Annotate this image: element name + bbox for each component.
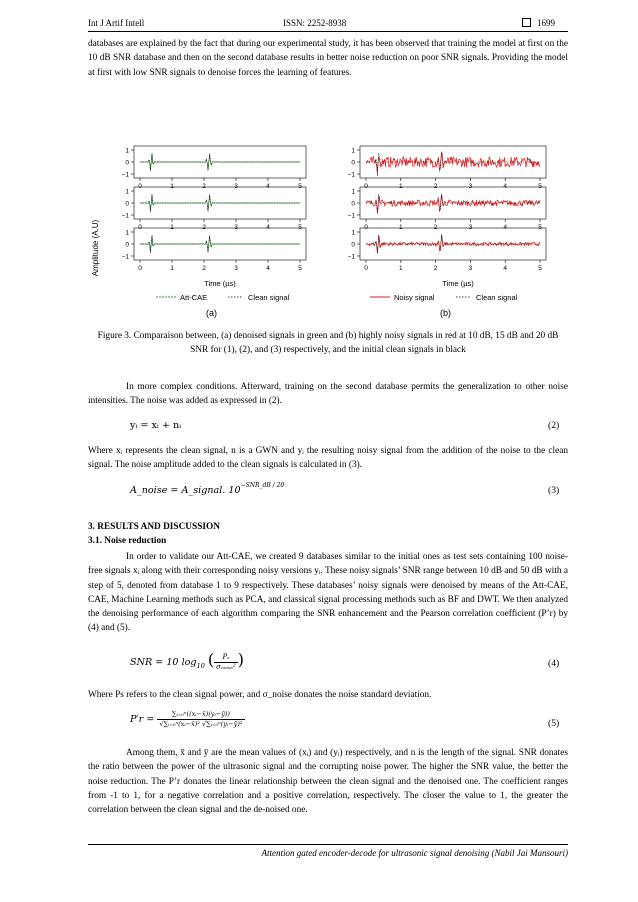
figure-panel-a [88,138,320,338]
figure-caption: Figure 3. Comparaison between, (a) denoised signals in green and (b) highly noisy signals in red at 10 dB, 15 dB and 20 dB SNR for (1), (2), and (3) respectively, and the initial clean signals in black [97,331,559,355]
panel-a-xlabel: Time (µs) [204,279,236,288]
x-tick-label: 1 [398,224,403,231]
y-tick-label: −1 [347,253,355,261]
equation-2-number: (2) [548,420,560,431]
footer-text: Attention gated encoder-decode for ultrasonic signal denoising (Nabil Jai Mansouri) [261,848,568,858]
x-tick-label: 2 [433,224,438,231]
y-tick-label: 0 [351,200,355,208]
x-tick-label: 4 [266,265,270,272]
legend-att-cae: Att-CAE [180,293,208,302]
x-tick-label: 3 [468,224,473,231]
y-tick-label: 0 [125,241,129,249]
x-tick-label: 3 [234,265,238,272]
x-tick-label: 0 [364,265,368,272]
y-tick-label: −1 [121,171,129,179]
noisy-signal-line [366,194,540,214]
among-paragraph: Among them, x̄ and ȳ are the mean values of (xᵢ) and (yᵢ) respectively, and n is the length of the signal. SNR donates the ratio between the power of the ultrasonic signal and the corrupting noise power. The higher the SNR value, the better the noise reduction. The P’r donates the linear relationship between the clean signal and the denoised one. The coefficient ranges from -1 to 1, for a negative correlation and a positive correlation, respectively. The closer the value to 1, the greater the correlation between the clean signal and the de-noised one. [88,748,568,816]
subplot-row-1 [348,146,546,190]
x-tick-label: 5 [298,224,302,231]
conditions-paragraph: In more complex conditions. Afterward, training on the second database permits the generalization to other noise intensities. The noise was added as expressed in (2). [88,382,568,407]
where-paragraph-1: Where xᵢ represents the clean signal, n is a GWN and yᵢ the resulting noisy signal from the addition of the noise to the clean signal. The noise amplitude added to the clean signals is calculated in (3). [88,446,568,471]
square-icon [522,18,531,27]
subplot-row-3 [122,228,306,272]
footer-rule [88,844,568,845]
y-tick-label: 0 [351,159,355,167]
y-tick-label: −1 [121,253,129,261]
x-tick-label: 0 [138,224,142,231]
subplot-row-2 [348,187,546,231]
legend-clean-b: Clean signal [476,293,518,302]
y-tick-label: 1 [351,229,355,237]
legend-clean-a: Clean signal [248,293,290,302]
x-tick-label: 2 [433,265,438,272]
subplot-row-3 [348,228,546,272]
subplot-row-1 [122,146,306,190]
x-tick-label: 3 [468,183,473,190]
clean-signal-line [366,194,540,212]
subplot-row-2 [122,187,306,231]
panel-b-label: (b) [440,308,451,318]
y-tick-label: 1 [351,147,355,155]
x-tick-label: 5 [298,265,302,272]
header-rule [88,31,568,32]
y-tick-label: 1 [125,147,129,155]
x-tick-label: 1 [170,265,174,272]
x-tick-label: 0 [364,183,368,190]
equation-4-den: σₙₒᵢₛₑ² [216,663,236,671]
section-heading: 3. RESULTS AND DISCUSSION [88,522,220,532]
equation-4-lhs: SNR = 10 log [130,657,197,668]
x-tick-label: 4 [503,224,508,231]
equation-4-sub: 10 [196,661,205,670]
x-tick-label: 3 [234,224,238,231]
noisy-signal-line [366,152,540,177]
figure-panel-b [330,138,570,338]
x-tick-label: 4 [503,183,508,190]
issn: ISSN: 2252-8938 [283,18,347,28]
equation-4-num: Pₛ [214,653,238,663]
x-tick-label: 2 [202,265,206,272]
equation-3 [130,482,284,496]
x-tick-label: 0 [364,224,368,231]
x-tick-label: 4 [503,265,508,272]
equation-5-den: √∑ᵢ₌₀ⁿ(xᵢ−x̄)² √∑ᵢ₌₀ⁿ(yᵢ−ȳ)² [159,720,243,728]
x-tick-label: 3 [468,265,473,272]
y-tick-label: 1 [351,188,355,196]
equation-4-number: (4) [548,658,560,669]
y-tick-label: −1 [347,212,355,220]
y-tick-label: 0 [125,200,129,208]
equation-5 [130,710,245,729]
x-tick-label: 0 [138,183,142,190]
y-tick-label: 1 [125,188,129,196]
equation-4: SNR = 10 $\log_{10}$ ( $\frac{\text{Pₛ}}{\text{σₙₒᵢₛₑ²}}$ ) [130,650,245,671]
x-tick-label: 2 [202,183,206,190]
legend-noisy: Noisy signal [394,293,435,302]
equation-3-lhs: A_noise = A_signal. 10 [130,485,241,496]
x-tick-label: 1 [170,183,174,190]
journal-name: Int J Artif Intell [88,18,145,28]
equation-5-num: ∑ᵢ₌₀ⁿ((xᵢ−x̄)(yᵢ−ȳ)) [157,710,244,720]
y-tick-label: 0 [125,159,129,167]
x-tick-label: 1 [398,183,403,190]
x-tick-label: 2 [433,183,438,190]
x-tick-label: 0 [138,265,142,272]
y-tick-label: −1 [347,171,355,179]
x-tick-label: 5 [298,183,302,190]
x-tick-label: 5 [538,224,542,231]
x-tick-label: 4 [266,183,270,190]
y-tick-label: 0 [351,241,355,249]
equation-5-lhs: P′r = [130,714,155,725]
x-tick-label: 2 [202,224,206,231]
equation-5-number: (5) [548,718,560,729]
panel-b-xlabel: Time (µs) [442,279,474,288]
subsection-heading: 3.1. Noise reduction [88,536,167,546]
panel-a-plot [88,138,320,338]
x-tick-label: 5 [538,183,542,190]
panel-a-label: (a) [206,308,217,318]
page-number-group [522,18,555,28]
panel-b-plot [330,138,570,338]
x-tick-label: 4 [266,224,270,231]
equation-2: yᵢ = xᵢ + nᵢ [130,420,182,431]
x-tick-label: 1 [170,224,174,231]
page-number: 1699 [537,18,555,28]
where-paragraph-2: Where Ps refers to the clean signal power, and σ_noise donates the noise standard deviation. [88,690,432,700]
x-tick-label: 1 [398,265,403,272]
x-tick-label: 3 [234,183,238,190]
intro-paragraph: databases are explained by the fact that during our experimental study, it has been observed that training the model at first on the 10 dB SNR database and then on the second database results in better noise reduction on poor SNR signals. Providing the model at first with low SNR signals to denoise forces the learning of features. [88,39,568,78]
panel-a-ylabel: Amplitude (A.U) [91,219,100,277]
x-tick-label: 5 [538,265,542,272]
equation-3-number: (3) [548,485,560,496]
y-tick-label: 1 [125,229,129,237]
results-paragraph: In order to validate our Att-CAE, we created 9 databases similar to the initial ones as test sets containing 100 noise-free signals xᵢ along with their corresponding noisy versions yᵢ. These noisy signals’ SNR range between 10 dB and 50 dB with a step of 5, denoted from database 1 to 9 respectively. These databases’ noisy signals were denoised by means of the Att-CAE, CAE, Machine Learning methods such as PCA, and classical signal processing methods such as BF and DWT. We then analyzed the denoising performance of each algorithm comparing the SNR enhancement and the Pearson correlation coefficient (P’r) by (4) and (5). [88,552,568,634]
y-tick-label: −1 [121,212,129,220]
equation-3-exponent: −SNR_dB / 20 [240,482,285,489]
